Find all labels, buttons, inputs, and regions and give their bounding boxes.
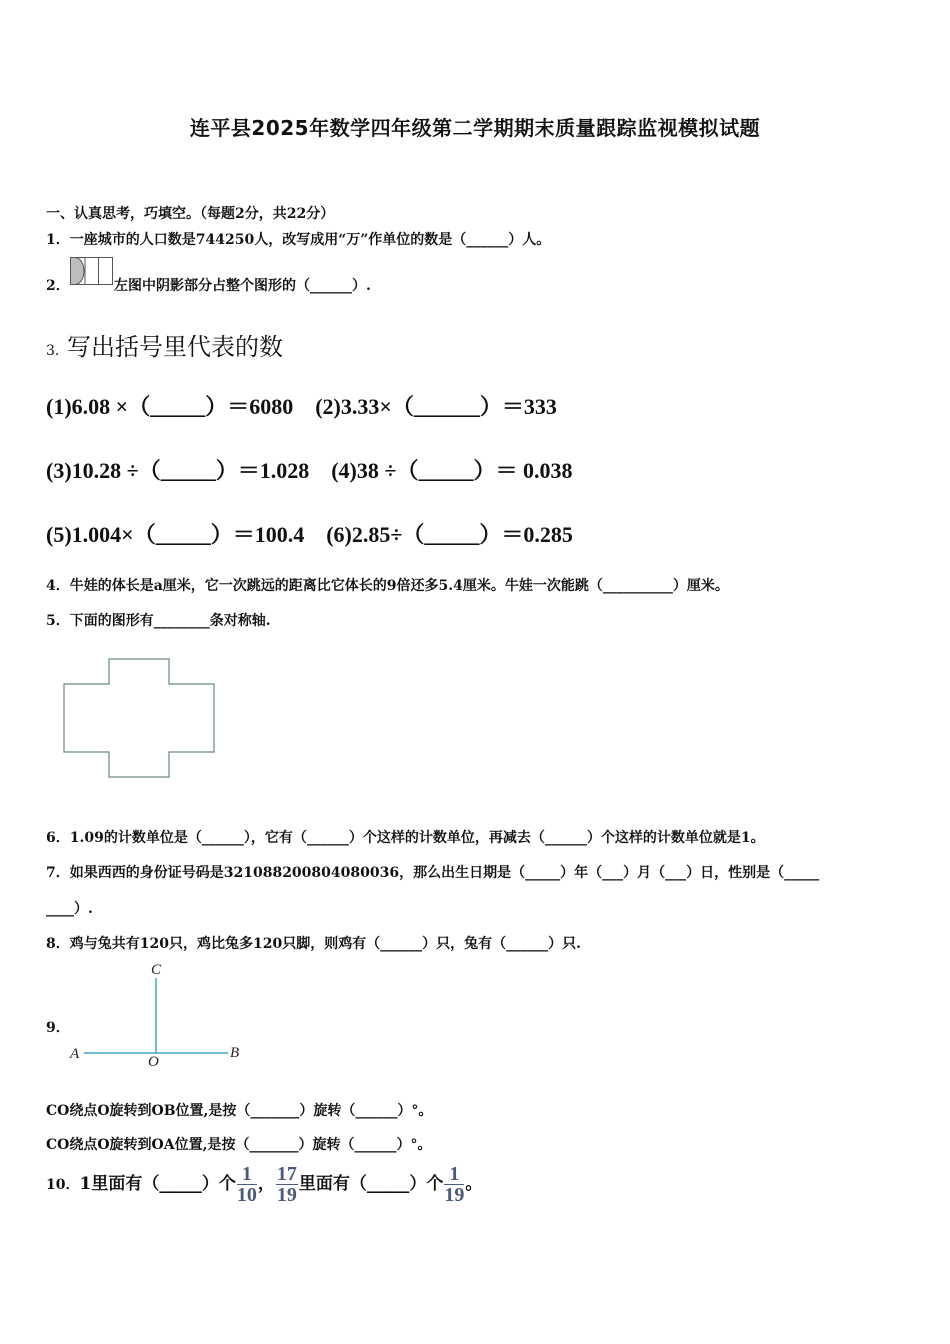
question-10-comma: ， [257, 1174, 275, 1194]
question-8: 8．鸡与兔共有120只，鸡比兔多120只脚，则鸡有（______）只，兔有（______）只. [46, 936, 582, 952]
fraction-numerator: 1 [444, 1164, 464, 1185]
question-1: 1．一座城市的人口数是744250人，改写成用“万”作单位的数是（______）人。 [46, 232, 551, 248]
question-3-line-1: (1)6.08 ×（_____）＝6080 (2)3.33×（______）＝333 [46, 394, 557, 419]
label-o: O [148, 1054, 159, 1070]
question-10-end: 。 [465, 1174, 483, 1194]
label-a: A [70, 1046, 80, 1062]
fraction-denominator: 19 [444, 1184, 465, 1206]
question-3-heading [46, 327, 283, 362]
question-10-number: 10． [46, 1177, 80, 1193]
q5-cross-figure [62, 657, 218, 779]
q2-shaded-figure [70, 257, 114, 286]
fraction-denominator: 19 [276, 1184, 297, 1206]
fraction-1-10 [237, 1164, 257, 1205]
question-3-number: 3. [46, 343, 60, 359]
fraction-1-19 [444, 1164, 464, 1205]
question-6: 6．1.09的计数单位是（______），它有（______）个这样的计数单位，再减去（______）个这样的计数单位就是1。 [46, 830, 765, 846]
fraction-numerator: 17 [276, 1163, 297, 1185]
question-3-line-2: (3)10.28 ÷（_____）＝1.028 (4)38 ÷（_____）＝ 0.038 [46, 458, 573, 483]
question-10 [46, 1162, 482, 1207]
page-title: 连平县2025年数学四年级第二学期期末质量跟踪监视模拟试题 [189, 116, 761, 140]
label-b: B [230, 1045, 240, 1061]
question-5: 5．下面的图形有________条对称轴. [46, 613, 271, 629]
question-2-text: 左图中阴影部分占整个图形的（______）. [114, 278, 371, 294]
label-c: C [151, 962, 162, 978]
question-3-line-3: (5)1.004×（_____）＝100.4 (6)2.85÷（_____）＝0.285 [46, 522, 573, 547]
question-10-part-2: 里面有（_____）个 [298, 1174, 444, 1194]
question-10-part-1: 1里面有（_____）个 [79, 1174, 236, 1194]
question-3-title: 写出括号里代表的数 [67, 333, 283, 361]
question-9-number: 9． [46, 1020, 70, 1036]
question-4: 4．牛娃的体长是a厘米，它一次跳远的距离比它体长的9倍还多5.4厘米。牛娃一次能跳（__________）厘米。 [46, 578, 729, 594]
fraction-17-19 [276, 1164, 298, 1205]
question-7-line-2: ____）. [46, 901, 93, 917]
fraction-denominator: 10 [236, 1184, 257, 1206]
question-7-line-1: 7．如果西西的身份证号码是321088200804080036，那么出生日期是（_____）年（___）月（___）日，性别是（_____ [46, 865, 820, 881]
question-2-number: 2． [46, 278, 70, 294]
section-heading: 一、认真思考，巧填空。（每题2分，共22分） [46, 206, 335, 222]
fraction-numerator: 1 [237, 1164, 257, 1185]
question-9-line-1: CO绕点O旋转到OB位置,是按（_______）旋转（______）°。 [46, 1103, 433, 1119]
question-9-line-2: CO绕点O旋转到OA位置,是按（_______）旋转（______）°。 [46, 1137, 432, 1153]
